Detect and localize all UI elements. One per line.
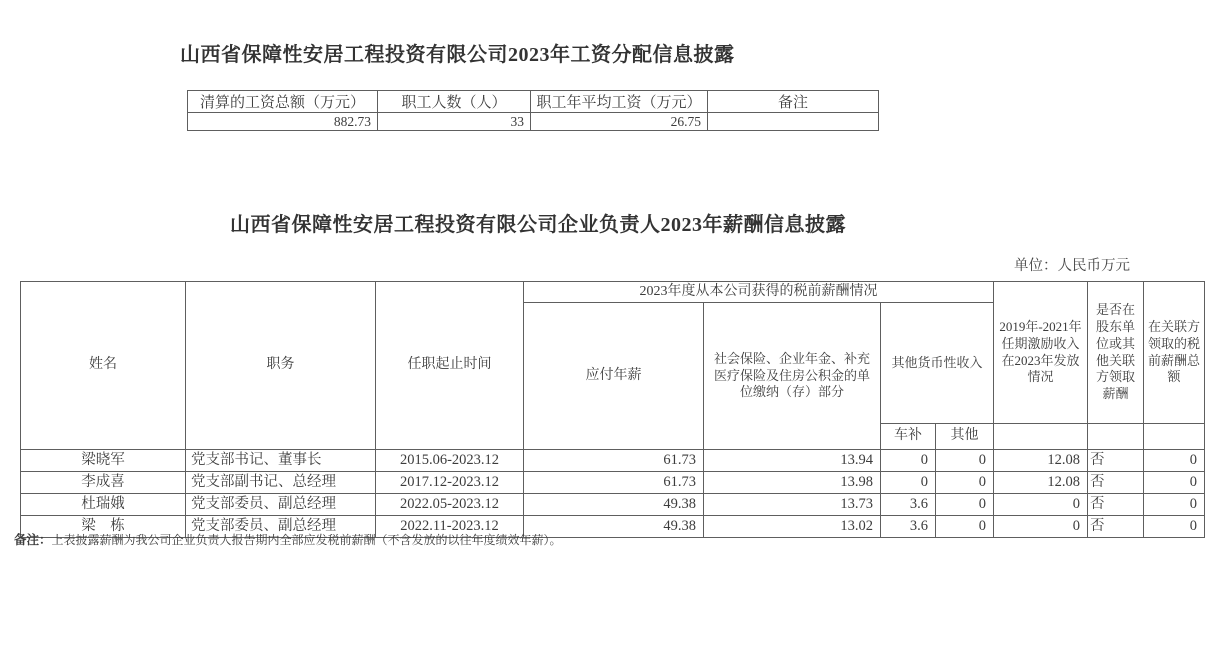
- header-annual-salary: 应付年薪: [524, 303, 704, 450]
- cell-name: 李成喜: [21, 472, 186, 494]
- salary-row-2: [21, 472, 1205, 494]
- header-pretax-group: 2023年度从本公司获得的税前薪酬情况: [524, 282, 994, 303]
- cell-position: 党支部书记、董事长: [186, 450, 376, 472]
- cell-incentive: 12.08: [994, 472, 1088, 494]
- executive-salary-title: 山西省保障性安居工程投资有限公司企业负责人2023年薪酬信息披露: [230, 214, 846, 236]
- cell-term: 2022.11-2023.12: [376, 516, 524, 538]
- header-incentive-spacer: [994, 424, 1088, 450]
- header-position: 职务: [186, 282, 376, 450]
- currency-unit-label: 单位：人民币万元: [1014, 258, 1130, 274]
- header-social-insurance: 社会保险、企业年金、补充医疗保险及住房公积金的单位缴纳（存）部分: [704, 303, 881, 450]
- cell-related-party-flag: 否: [1088, 516, 1144, 538]
- header-related-party-total: 在关联方领取的税前薪酬总额: [1144, 282, 1205, 424]
- cell-other: 0: [936, 450, 994, 472]
- table-footnote: [14, 530, 562, 548]
- header-related-party-total-spacer: [1144, 424, 1205, 450]
- summary-header-total-wage: 清算的工资总额（万元）: [188, 91, 378, 113]
- cell-term: 2015.06-2023.12: [376, 450, 524, 472]
- salary-header-row-1: [21, 282, 1205, 303]
- cell-annual-salary: 61.73: [524, 472, 704, 494]
- header-other-monetary: 其他货币性收入: [881, 303, 994, 424]
- cell-annual-salary: 61.73: [524, 450, 704, 472]
- cell-other: 0: [936, 472, 994, 494]
- cell-related-party-total: 0: [1144, 450, 1205, 472]
- cell-car-allowance: 0: [881, 472, 936, 494]
- cell-other: 0: [936, 516, 994, 538]
- cell-related-party-total: 0: [1144, 472, 1205, 494]
- wage-distribution-title: 山西省保障性安居工程投资有限公司2023年工资分配信息披露: [180, 44, 735, 66]
- header-incentive: 2019年-2021年任期激励收入在2023年发放情况: [994, 282, 1088, 424]
- cell-position: 党支部委员、副总经理: [186, 494, 376, 516]
- summary-total-wage-value: 882.73: [188, 113, 378, 131]
- cell-term: 2022.05-2023.12: [376, 494, 524, 516]
- cell-related-party-total: 0: [1144, 516, 1205, 538]
- cell-name: 梁 栋: [21, 516, 186, 538]
- cell-annual-salary: 49.38: [524, 516, 704, 538]
- summary-header-avg-wage: 职工年平均工资（万元）: [531, 91, 708, 113]
- cell-term: 2017.12-2023.12: [376, 472, 524, 494]
- cell-related-party-flag: 否: [1088, 472, 1144, 494]
- summary-header-employee-count: 职工人数（人）: [378, 91, 531, 113]
- cell-annual-salary: 49.38: [524, 494, 704, 516]
- wage-summary-table: [187, 90, 879, 131]
- cell-related-party-total: 0: [1144, 494, 1205, 516]
- cell-car-allowance: 0: [881, 450, 936, 472]
- cell-social-insurance: 13.94: [704, 450, 881, 472]
- salary-row-1: [21, 450, 1205, 472]
- header-car-allowance: 车补: [881, 424, 936, 450]
- cell-social-insurance: 13.98: [704, 472, 881, 494]
- cell-other: 0: [936, 494, 994, 516]
- summary-employee-count-value: 33: [378, 113, 531, 131]
- cell-position: 党支部副书记、总经理: [186, 472, 376, 494]
- summary-remark-value: [708, 113, 879, 131]
- footnote-label: 备注：: [14, 533, 52, 547]
- summary-avg-wage-value: 26.75: [531, 113, 708, 131]
- executive-salary-table: [20, 281, 1205, 538]
- cell-related-party-flag: 否: [1088, 494, 1144, 516]
- cell-social-insurance: 13.73: [704, 494, 881, 516]
- cell-position: 党支部委员、副总经理: [186, 516, 376, 538]
- header-term: 任职起止时间: [376, 282, 524, 450]
- cell-incentive: 12.08: [994, 450, 1088, 472]
- cell-name: 杜瑞娥: [21, 494, 186, 516]
- cell-car-allowance: 3.6: [881, 494, 936, 516]
- header-related-party-flag: 是否在股东单位或其他关联方领取薪酬: [1088, 282, 1144, 424]
- salary-row-3: [21, 494, 1205, 516]
- summary-header-remark: 备注: [708, 91, 879, 113]
- cell-incentive: 0: [994, 516, 1088, 538]
- cell-social-insurance: 13.02: [704, 516, 881, 538]
- cell-incentive: 0: [994, 494, 1088, 516]
- cell-related-party-flag: 否: [1088, 450, 1144, 472]
- header-name: 姓名: [21, 282, 186, 450]
- header-related-party-flag-spacer: [1088, 424, 1144, 450]
- summary-header-row: [188, 91, 879, 113]
- header-other: 其他: [936, 424, 994, 450]
- summary-value-row: [188, 113, 879, 131]
- cell-car-allowance: 3.6: [881, 516, 936, 538]
- footnote-text: 上表披露薪酬为我公司企业负责人报告期内全部应发税前薪酬（不含发放的以往年度绩效年薪）。: [51, 533, 562, 547]
- cell-name: 梁晓军: [21, 450, 186, 472]
